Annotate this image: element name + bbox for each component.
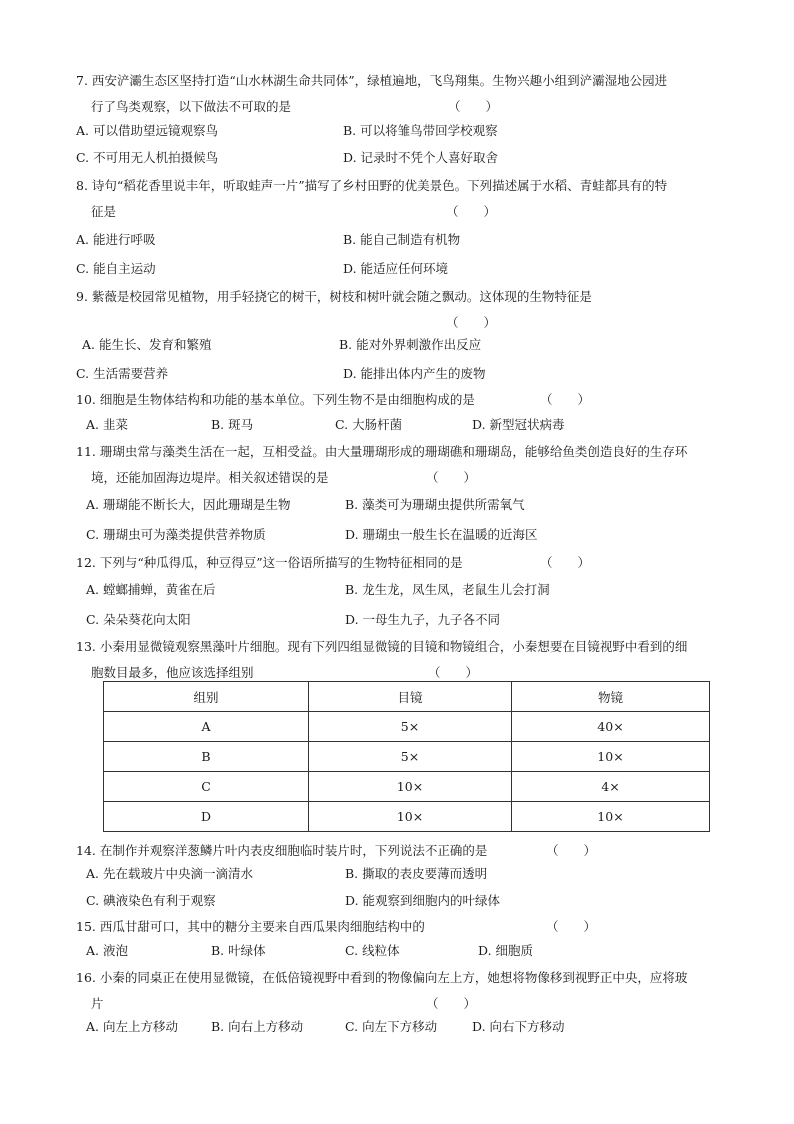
table-cell: D (104, 802, 309, 832)
q8-answer-paren: （ ） (446, 204, 497, 219)
table-row (104, 742, 710, 772)
q12-option-b: B. 龙生龙，凤生凤，老鼠生儿会打洞 (345, 582, 550, 597)
q11-stem-line2: 境，还能加固海边堤岸。相关叙述错误的是 (91, 470, 329, 485)
table-cell: B (104, 742, 309, 772)
table-cell: 10× (512, 742, 710, 772)
q12-option-a: A. 螳螂捕蝉，黄雀在后 (86, 582, 216, 597)
q14-answer-paren: （ ） (546, 843, 597, 858)
q10-option-a: A. 韭菜 (86, 417, 128, 432)
q8-option-c: C. 能自主运动 (76, 261, 156, 276)
table-cell: 10× (309, 772, 512, 802)
q15-answer-paren: （ ） (546, 919, 597, 934)
q10-stem-line1: 10. 细胞是生物体结构和功能的基本单位。下列生物不是由细胞构成的是 (76, 392, 475, 407)
q9-option-d: D. 能排出体内产生的废物 (343, 366, 486, 381)
q9-option-a: A. 能生长、发育和繁殖 (82, 337, 212, 352)
q16-option-d: D. 向右下方移动 (472, 1019, 565, 1034)
q12-answer-paren: （ ） (540, 555, 591, 570)
table-cell: 10× (512, 802, 710, 832)
q13-answer-paren: （ ） (428, 665, 479, 680)
q13-lens-table (103, 681, 710, 832)
q12-stem-line1: 12. 下列与“种瓜得瓜，种豆得豆”这一俗语所描写的生物特征相同的是 (76, 555, 463, 570)
q11-option-c: C. 珊瑚虫可为藻类提供营养物质 (86, 527, 266, 542)
table-cell: C (104, 772, 309, 802)
q7-stem-line1: 7. 西安浐灞生态区坚持打造“山水林湖生命共同体”，绿植遍地，飞鸟翔集。生物兴趣小组到浐灞湿地公园进 (76, 73, 668, 88)
q12-option-d: D. 一母生九子，九子各不同 (345, 612, 501, 627)
q8-option-b: B. 能自己制造有机物 (343, 232, 461, 247)
q16-stem-line1: 16. 小秦的同桌正在使用显微镜，在低倍镜视野中看到的物像偏向左上方，她想将物像移到视野正中央，应将玻 (76, 970, 688, 985)
q10-option-c: C. 大肠杆菌 (335, 417, 403, 432)
q8-option-d: D. 能适应任何环境 (343, 261, 449, 276)
q11-option-b: B. 藻类可为珊瑚虫提供所需氧气 (345, 497, 525, 512)
q9-stem-line1: 9. 紫薇是校园常见植物，用手轻挠它的树干，树枝和树叶就会随之飘动。这体现的生物特征是 (76, 289, 592, 304)
table-header-group: 组别 (104, 682, 309, 712)
q7-option-d: D. 记录时不凭个人喜好取舍 (343, 150, 499, 165)
q14-stem-line1: 14. 在制作并观察洋葱鳞片叶内表皮细胞临时装片时，下列说法不正确的是 (76, 843, 488, 858)
q15-option-d: D. 细胞质 (478, 943, 534, 958)
q16-option-c: C. 向左下方移动 (345, 1019, 438, 1034)
q16-answer-paren: （ ） (426, 996, 477, 1011)
q13-stem-line1: 13. 小秦用显微镜观察黑藻叶片细胞。现有下列四组显微镜的目镜和物镜组合，小秦想要在目镜视野中看到的细 (76, 639, 688, 654)
table-cell: A (104, 712, 309, 742)
q7-option-a: A. 可以借助望远镜观察鸟 (76, 123, 218, 138)
q16-stem-line2: 片 (91, 996, 104, 1011)
q12-option-c: C. 朵朵葵花向太阳 (86, 612, 191, 627)
q14-option-a: A. 先在载玻片中央滴一滴清水 (86, 866, 253, 881)
q7-answer-paren: （ ） (448, 99, 499, 114)
q10-option-d: D. 新型冠状病毒 (472, 417, 565, 432)
q15-option-c: C. 线粒体 (345, 943, 400, 958)
q15-option-b: B. 叶绿体 (211, 943, 266, 958)
table-cell: 4× (512, 772, 710, 802)
table-header-eyepiece: 目镜 (309, 682, 512, 712)
q9-option-c: C. 生活需要营养 (76, 366, 169, 381)
table-cell: 40× (512, 712, 710, 742)
table-cell: 5× (309, 742, 512, 772)
q9-option-b: B. 能对外界刺激作出反应 (339, 337, 482, 352)
table-header-row (104, 682, 710, 712)
q8-stem-line2: 征是 (91, 204, 117, 219)
q7-stem-line2: 行了鸟类观察，以下做法不可取的是 (91, 99, 292, 114)
q14-option-b: B. 撕取的表皮要薄而透明 (345, 866, 488, 881)
table-row (104, 802, 710, 832)
table-header-objective: 物镜 (512, 682, 710, 712)
q16-option-b: B. 向右上方移动 (211, 1019, 304, 1034)
q7-option-c: C. 不可用无人机拍摄候鸟 (76, 150, 219, 165)
q11-option-a: A. 珊瑚能不断长大，因此珊瑚是生物 (86, 497, 291, 512)
q11-answer-paren: （ ） (426, 470, 477, 485)
table-row (104, 772, 710, 802)
q8-stem-line1: 8. 诗句“稻花香里说丰年，听取蛙声一片”描写了乡村田野的优美景色。下列描述属于水稻、青蛙都具有的特 (76, 178, 668, 193)
q13-stem-line2: 胞数目最多，他应该选择组别 (91, 665, 254, 680)
q14-option-c: C. 碘液染色有利于观察 (86, 893, 216, 908)
q15-stem-line1: 15. 西瓜甘甜可口，其中的糖分主要来自西瓜果肉细胞结构中的 (76, 919, 425, 934)
table-cell: 10× (309, 802, 512, 832)
table-row (104, 712, 710, 742)
q9-answer-paren: （ ） (446, 315, 497, 330)
table-cell: 5× (309, 712, 512, 742)
q16-option-a: A. 向左上方移动 (86, 1019, 178, 1034)
q11-option-d: D. 珊瑚虫一般生长在温暖的近海区 (345, 527, 538, 542)
q8-option-a: A. 能进行呼吸 (76, 232, 156, 247)
q10-answer-paren: （ ） (540, 392, 591, 407)
q7-option-b: B. 可以将雏鸟带回学校观察 (343, 123, 498, 138)
q14-option-d: D. 能观察到细胞内的叶绿体 (345, 893, 501, 908)
q10-option-b: B. 斑马 (211, 417, 254, 432)
q15-option-a: A. 液泡 (86, 943, 128, 958)
q11-stem-line1: 11. 珊瑚虫常与藻类生活在一起，互相受益。由大量珊瑚形成的珊瑚礁和珊瑚岛，能够给鱼类创造良好的生存环 (76, 444, 688, 459)
